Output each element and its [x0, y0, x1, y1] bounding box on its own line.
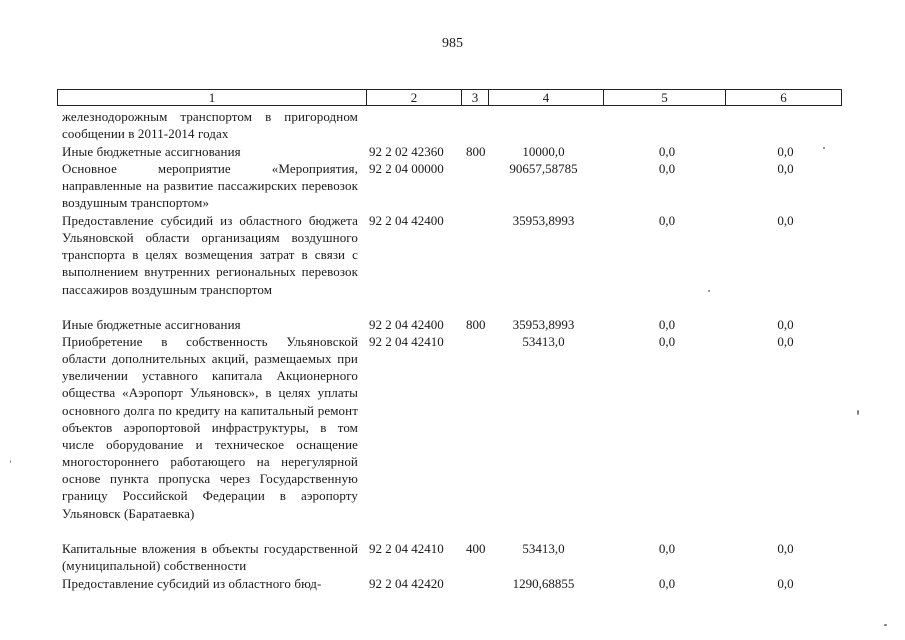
row-col6: 0,0	[777, 317, 794, 332]
row-amount: 53413,0	[522, 334, 565, 349]
row-col5: 0,0	[658, 334, 676, 349]
row-expense-type: 800	[466, 144, 486, 159]
row-col5: 0,0	[658, 213, 676, 228]
row-code: 92 2 04 42400	[369, 213, 444, 228]
row-description: Иные бюджетные ассигнования	[62, 144, 241, 159]
row-col5: 0,0	[658, 576, 676, 591]
row-col6: 0,0	[777, 541, 794, 556]
table-header-row	[57, 89, 842, 106]
header-col-2: 2	[367, 90, 462, 105]
row-code: 92 2 04 42400	[369, 317, 444, 332]
row-code: 92 2 04 42410	[369, 334, 444, 349]
header-col-5: 5	[604, 90, 726, 105]
header-col-3: 3	[462, 90, 489, 105]
row-description: железнодорожным транспортом в пригородном сообщении в 2011-2014 годах	[62, 109, 358, 142]
row-code: 92 2 04 00000	[369, 161, 444, 176]
row-description: Предоставление субсидий из областного бюджета Ульяновской области организациям воздушного транспорта в целях возмещения затрат в связи с выполнением внутренних региональных перевозок пассажиров воздушным транспортом	[62, 213, 358, 297]
scan-speck	[823, 147, 825, 149]
row-amount: 1290,68855	[512, 576, 575, 591]
row-expense-type: 400	[466, 541, 486, 556]
row-col5: 0,0	[658, 317, 676, 332]
row-code: 92 2 02 42360	[369, 144, 444, 159]
row-code: 92 2 04 42420	[369, 576, 444, 591]
row-amount: 10000,0	[522, 144, 565, 159]
header-col-6: 6	[780, 90, 787, 105]
row-code: 92 2 04 42410	[369, 541, 444, 556]
scan-speck	[10, 460, 11, 463]
row-col5: 0,0	[658, 161, 676, 176]
row-col6: 0,0	[777, 576, 794, 591]
row-col5: 0,0	[658, 541, 676, 556]
row-col5: 0,0	[658, 144, 676, 159]
page-number: 985	[442, 36, 463, 51]
row-expense-type: 800	[466, 317, 486, 332]
row-col6: 0,0	[777, 213, 794, 228]
scan-speck	[857, 410, 859, 415]
scan-speck	[884, 624, 887, 626]
scan-speck	[708, 290, 710, 292]
row-amount: 35953,8993	[512, 317, 575, 332]
row-col6: 0,0	[777, 334, 794, 349]
row-description: Предоставление субсидий из областного бюд-	[62, 576, 322, 591]
row-description: Иные бюджетные ассигнования	[62, 317, 241, 332]
row-amount: 35953,8993	[512, 213, 575, 228]
row-description: Основное мероприятие «Мероприятия, направленные на развитие пассажирских перевозок воздушным транспортом»	[62, 161, 358, 211]
row-col6: 0,0	[777, 161, 794, 176]
row-amount: 53413,0	[522, 541, 565, 556]
row-description: Приобретение в собственность Ульяновской области дополнительных акций, размещаемых при увеличении уставного капитала Акционерного общества «Аэропорт Ульяновск», в целях уплаты основного долга по кредиту на капитальный ремонт объектов аэропортовой инфраструктуры, в том числе оборудование и техническое оснащение многостороннего работающего на нерегулярной основе пункта пропуска через Государственную границу Российской Федерации в аэропорту Ульяновск (Баратаевка)	[62, 334, 358, 521]
header-col-4: 4	[489, 90, 604, 105]
row-col6: 0,0	[777, 144, 794, 159]
header-col-1: 1	[58, 90, 367, 105]
row-amount: 90657,58785	[509, 161, 578, 176]
row-description: Капитальные вложения в объекты государственной (муниципальной) собственности	[62, 541, 358, 574]
